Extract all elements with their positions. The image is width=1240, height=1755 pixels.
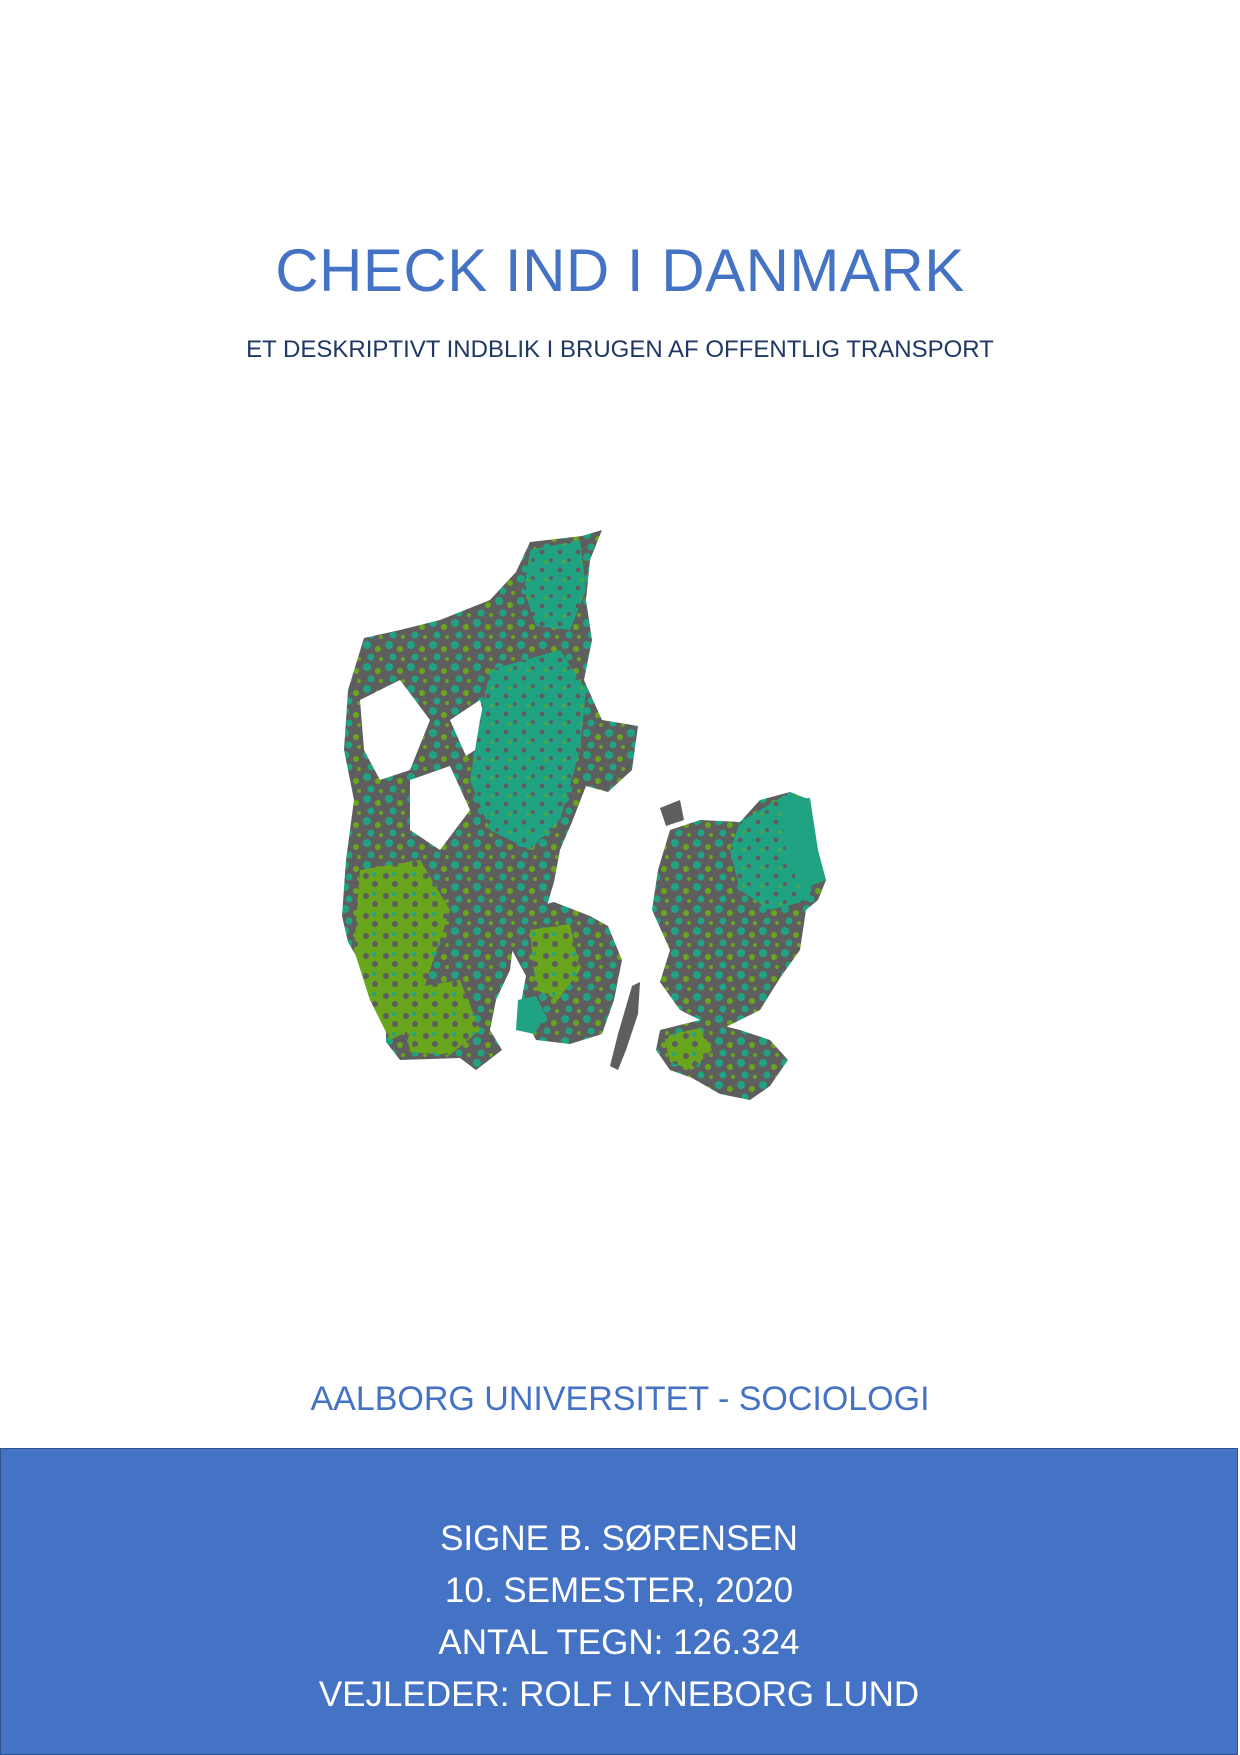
author-info-band	[0, 1448, 1238, 1755]
page-title: CHECK IND I DANMARK	[275, 237, 965, 305]
map-region-island	[660, 800, 684, 826]
university-name: AALBORG UNIVERSITET - SOCIOLOGI	[310, 1380, 930, 1418]
semester-line: 10. SEMESTER, 2020	[444, 1571, 794, 1610]
denmark-map-illustration	[340, 530, 940, 1250]
character-count: ANTAL TEGN: 126.324	[438, 1623, 800, 1662]
page-subtitle: ET DESKRIPTIVT INDBLIK I BRUGEN AF OFFENTLIG TRANSPORT	[246, 336, 994, 363]
author-name: SIGNE B. SØRENSEN	[440, 1519, 798, 1558]
supervisor-line: VEJLEDER: ROLF LYNEBORG LUND	[318, 1675, 920, 1714]
